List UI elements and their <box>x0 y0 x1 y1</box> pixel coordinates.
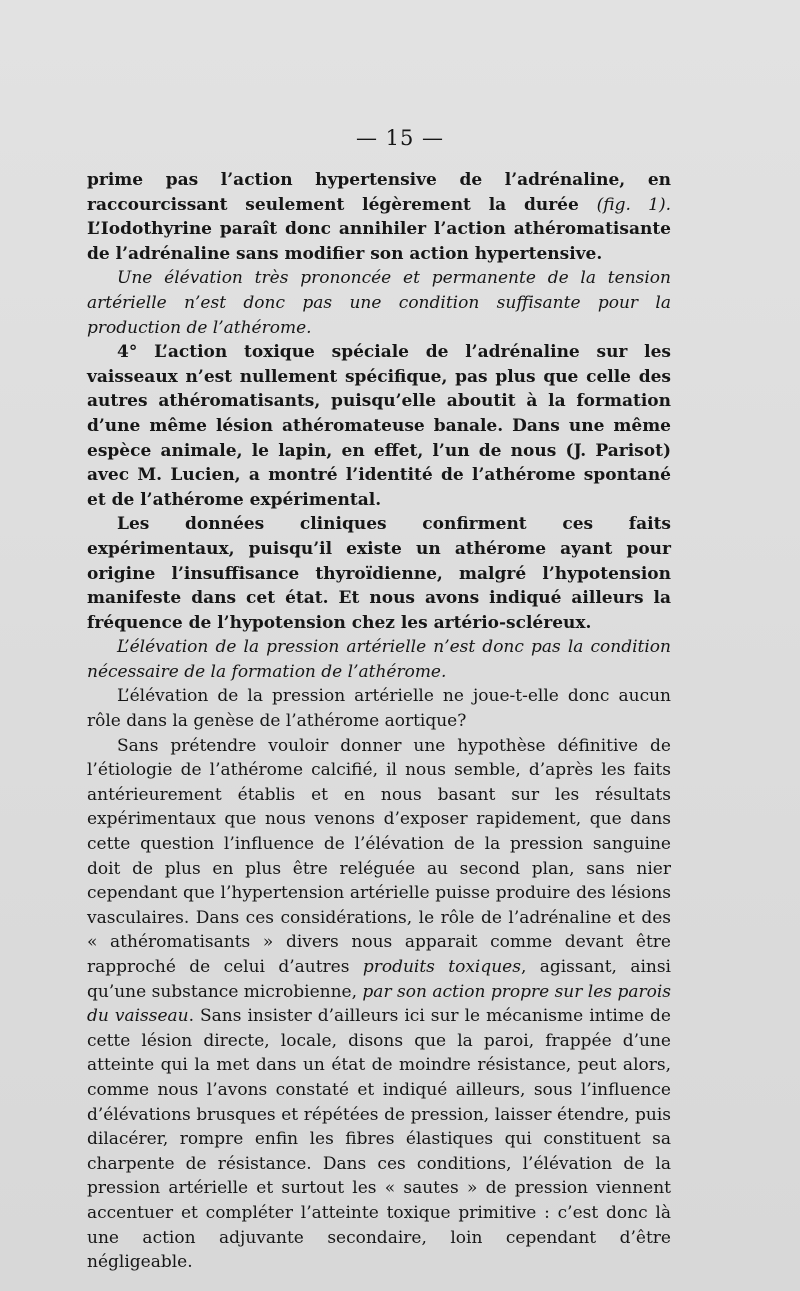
paragraph-1 <box>87 168 671 266</box>
paragraph-2-conclusion: Une élévation très prononcée et permanente de la tension artérielle n’est donc pas une condition suffisante pour la production de l’athérome. <box>87 268 671 338</box>
paragraph-4: Les données cliniques confirment ces faits expérimentaux, puisqu’il existe un athérome ayant pour origine l’insuffisance thyroïdienne, malgré l’hypotension manifeste dans cet état. Et nous avons indiqué ailleurs la fréquence de l’hypotension chez les artério-scléreux. <box>87 514 671 633</box>
paragraph-7-text-a: Sans prétendre vouloir donner une hypothèse définitive de l’étiologie de l’athérome calcifié, il nous semble, d’après les faits antérieurement établis et en nous basant sur les résultats expérimentaux que nous venons d’exposer rapidement, que dans cette question l’influence de l’élévation de la pression sanguine doit de plus en plus être reléguée au second plan, sans nier cependant que l’hypertension artérielle puisse produire des lésions vasculaires. Dans ces considérations, le rôle de l’adrénaline et des « athéromatisants » divers nous apparait comme devant être rapproché de celui d’autres <box>87 735 671 977</box>
paragraph-7-text-b: , agissant, ainsi qu’une substance microbienne, <box>87 957 671 1002</box>
figure-reference: (fig. 1). <box>596 194 672 215</box>
paragraph-7 <box>87 734 671 1275</box>
paragraph-3: 4° L’action toxique spéciale de l’adrénaline sur les vaisseaux n’est nullement spécifique, pas plus que celle des autres athéromatisants, puisqu’elle aboutit à la formation d’une même lésion athéromateuse banale. Dans une même espèce animale, le lapin, en effet, l’un de nous (J. Parisot) avec M. Lucien, a montré l’identité de l’athérome spontané et de l’athérome expérimental. <box>87 342 671 510</box>
paragraph-5-conclusion: L’élévation de la pression artérielle n’est donc pas la condition nécessaire de la formation de l’athérome. <box>87 637 671 682</box>
paragraph-1-text-a: prime pas l’action hypertensive de l’adrénaline, en raccourcissant seulement légèrement la durée <box>87 170 671 215</box>
body-text <box>87 168 671 1275</box>
paragraph-7-italic-1: produits toxiques <box>362 957 521 977</box>
paragraph-7-text-c: . Sans insister d’ailleurs ici sur le mécanisme intime de cette lésion directe, locale, disons que la paroi, frappée d’une atteinte qui la met dans un état de moindre résistance, peut alors, comme nous l’avons constaté et indiqué ailleurs, sous l’influence d’élévations brusques et répétées de pression, laisser étendre, puis dilacérer, rompre enfin les fibres élastiques qui constituent sa charpente de résistance. Dans ces conditions, l’élévation de la pression artérielle et surtout les « sautes » de pression viennent accentuer et compléter l’atteinte toxique primitive : c’est donc là une action adjuvante secondaire, loin cependant d’être négligeable. <box>87 1006 671 1273</box>
paragraph-6-question: L’élévation de la pression artérielle ne joue-t-elle donc aucun rôle dans la genèse de l’athérome aortique? <box>87 686 671 732</box>
page-number: — 15 — <box>355 126 445 150</box>
paragraph-7-italic-2: par son action propre sur les parois du vaisseau <box>87 981 671 1027</box>
paragraph-1-text-b: L’Iodothyrine paraît donc annihiler l’action athéromatisante de l’adrénaline sans modifier son action hypertensive. <box>87 219 671 264</box>
